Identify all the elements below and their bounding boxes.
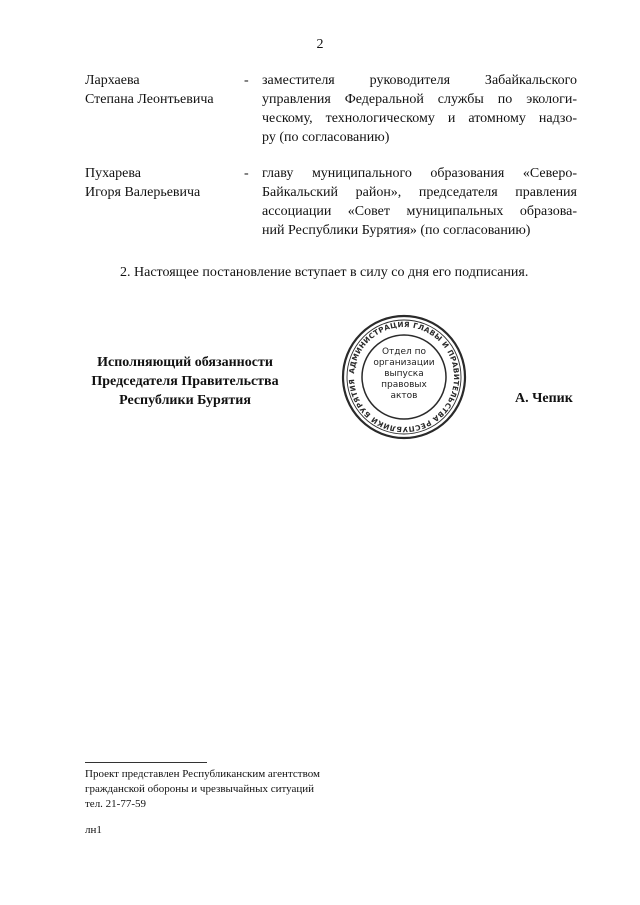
member-position (262, 164, 577, 240)
signer-name: А. Чепик (515, 391, 573, 406)
member-position-line: Байкальский район», председателя правления (262, 185, 577, 200)
member-name (85, 164, 245, 202)
signer-title (75, 353, 295, 410)
footnote-divider (85, 762, 207, 763)
member-position-line: управления Федеральной службы по экологи- (262, 92, 577, 107)
member-position (262, 71, 577, 147)
footnote-line: Проект представлен Республиканским агентством (85, 768, 320, 780)
effective-clause: 2. Настоящее постановление вступает в силу со дня его подписания. (120, 265, 529, 280)
member-name-line: Пухарева (85, 166, 141, 181)
footnote-line: тел. 21-77-59 (85, 798, 147, 810)
member-name-line: Степана Леонтьевича (85, 92, 214, 107)
member-name-line: Лархаева (85, 73, 140, 88)
member-position-line: ческому, технологическому и атомному надзо- (262, 111, 577, 126)
footnote-line: гражданской обороны и чрезвычайных ситуаций (85, 783, 315, 795)
member-position-line: главу муниципального образования «Северо- (262, 166, 577, 181)
page-number: 2 (316, 37, 324, 52)
member-dash: - (244, 166, 249, 181)
stamp-center-line: организации (373, 358, 435, 368)
member-position-line: ассоциации «Совет муниципальных образова- (262, 204, 577, 219)
signer-title-line: Республики Бурятия (119, 393, 251, 408)
stamp-center-line: Отдел по (381, 347, 427, 357)
member-position-line: ру (по согласованию) (262, 130, 390, 145)
member-dash: - (244, 73, 249, 88)
signer-title-line: Исполняющий обязанности (97, 355, 273, 370)
document-code: лн1 (85, 824, 102, 836)
member-position-line: заместителя руководителя Забайкальского (262, 73, 577, 88)
stamp-center-line: выпуска (384, 369, 424, 379)
member-name (85, 71, 245, 109)
member-position-line: ний Республики Бурятия» (по согласованию) (262, 223, 531, 238)
signer-title-line: Председателя Правительства (91, 374, 279, 389)
stamp-center-line: правовых (381, 380, 427, 390)
stamp-center-line: актов (390, 391, 418, 401)
stamp-ring-text: АДМИНИСТРАЦИЯ ГЛАВЫ И ПРАВИТЕЛЬСТВА РЕСПУБЛИКИ БУРЯТИЯ (346, 319, 462, 435)
member-name-line: Игоря Валерьевича (85, 185, 201, 200)
footnote (85, 767, 505, 812)
stamp-center-text (364, 347, 444, 402)
